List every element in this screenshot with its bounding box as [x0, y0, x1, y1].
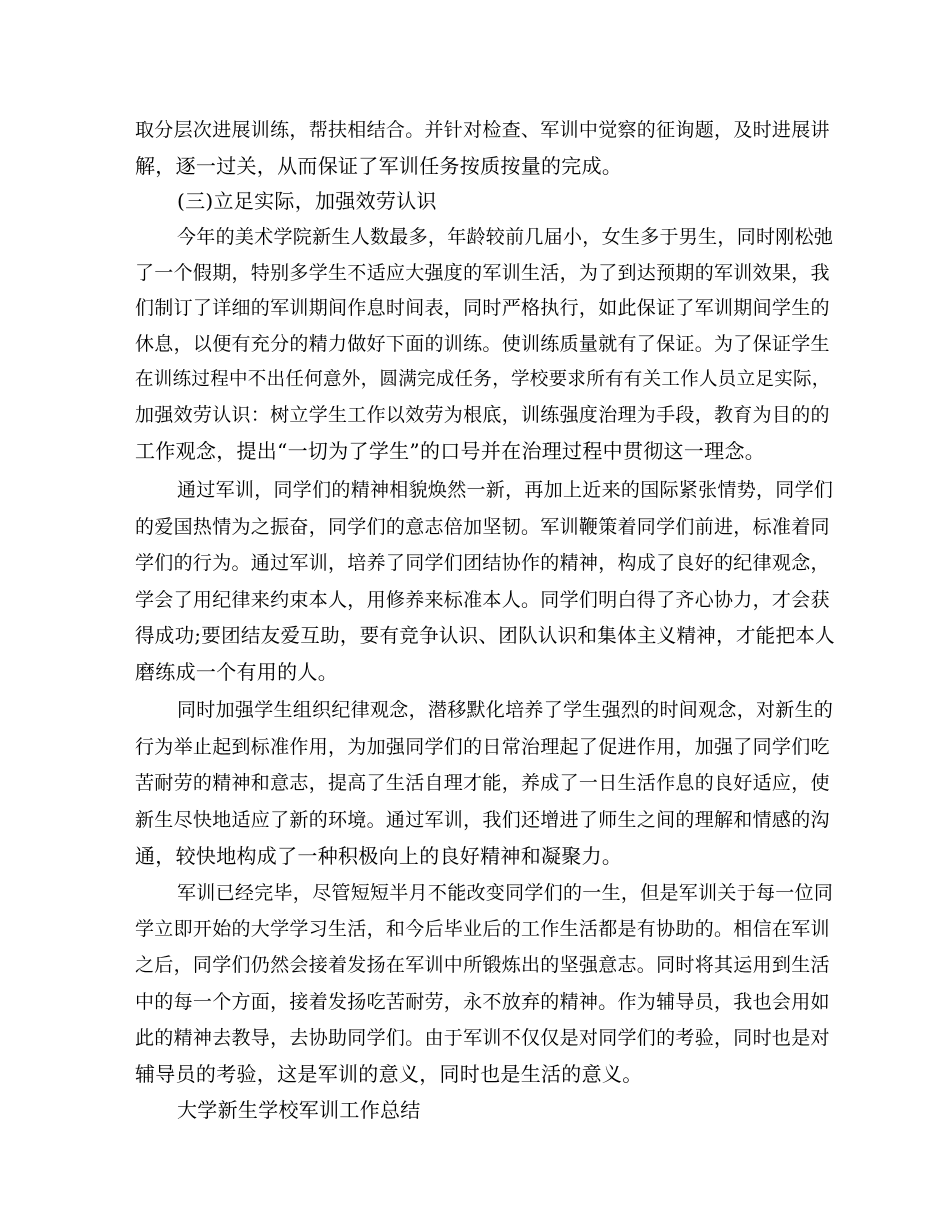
document-title: 大学新生学校军训工作总结	[177, 1098, 421, 1122]
text-line: 们制订了详细的军训期间作息时间表，同时严格执行，如此保证了军训期间学生的	[135, 297, 830, 319]
text-line: 通，较快地构成了一种积极向上的良好精神和凝聚力。	[135, 844, 623, 868]
text-line: 通过军训，同学们的精神相貌焕然一新，再加上近来的国际紧张情势，同学们	[177, 479, 834, 501]
text-line: 磨练成一个有用的人。	[135, 660, 338, 684]
section-heading: (三)立足实际，加强效劳认识	[177, 189, 437, 213]
text-line: 中的每一个方面，接着发扬吃苦耐劳，永不放弃的精神。作为辅导员，我也会用如	[135, 991, 830, 1013]
text-line: 此的精神去教导，去协助同学们。由于军训不仅仅是对同学们的考验，同时也是对	[135, 1027, 830, 1049]
text-line: 军训已经完毕，尽管短短半月不能改变同学们的一生，但是军训关于每一位同	[177, 882, 834, 904]
text-line: 的爱国热情为之振奋，同学们的意志倍加坚韧。军训鞭策着同学们前进，标准着同	[135, 516, 830, 538]
text-line: 解，逐一过关，从而保证了军训任务按质按量的完成。	[135, 154, 623, 178]
text-line: 学会了用纪律来约束本人，用修养来标准本人。同学们明白得了齐心协力，才会获	[135, 589, 830, 611]
text-line: 行为举止起到标准作用，为加强同学们的日常治理起了促进作用，加强了同学们吃	[135, 736, 830, 758]
text-line: 学们的行为。通过军训，培养了同学们团结协作的精神，构成了良好的纪律观念，	[135, 552, 830, 574]
text-line: 得成功;要团结友爱互助，要有竞争认识、团队认识和集体主义精神，才能把本人	[135, 624, 835, 647]
text-line: 加强效劳认识：树立学生工作以效劳为根底，训练强度治理为手段，教育为目的的	[135, 404, 830, 426]
text-line: 苦耐劳的精神和意志，提高了生活自理才能，养成了一日生活作息的良好适应，使	[135, 772, 830, 794]
text-line: 同时加强学生组织纪律观念，潜移默化培养了学生强烈的时间观念，对新生的	[177, 699, 834, 721]
text-line: 取分层次进展训练，帮扶相结合。并针对检查、军训中觉察的征询题，及时进展讲	[135, 119, 830, 141]
text-line: 工作观念，提出“一切为了学生”的口号并在治理过程中贯彻这一理念。	[135, 439, 766, 463]
text-line: 在训练过程中不出任何意外，圆满完成任务，学校要求所有有关工作人员立足实际，	[135, 369, 831, 390]
text-line: 学立即开始的大学学习生活，和今后毕业后的工作生活都是有协助的。相信在军训	[135, 918, 830, 940]
text-line: 新生尽快地适应了新的环境。通过军训，我们还增进了师生之间的理解和情感的沟	[135, 809, 830, 831]
text-line: 今年的美术学院新生人数最多，年龄较前几届小，女生多于男生，同时刚松弛	[177, 226, 834, 248]
text-line: 休息，以便有充分的精力做好下面的训练。使训练质量就有了保证。为了保证学生	[135, 333, 830, 355]
text-line: 辅导员的考验，这是军训的意义，同时也是生活的意义。	[135, 1062, 643, 1086]
text-line: 之后，同学们仍然会接着发扬在军训中所锻炼出的坚强意志。同时将其运用到生活	[135, 954, 830, 976]
text-line: 了一个假期，特别多学生不适应大强度的军训生活，为了到达预期的军训效果，我	[135, 262, 830, 284]
